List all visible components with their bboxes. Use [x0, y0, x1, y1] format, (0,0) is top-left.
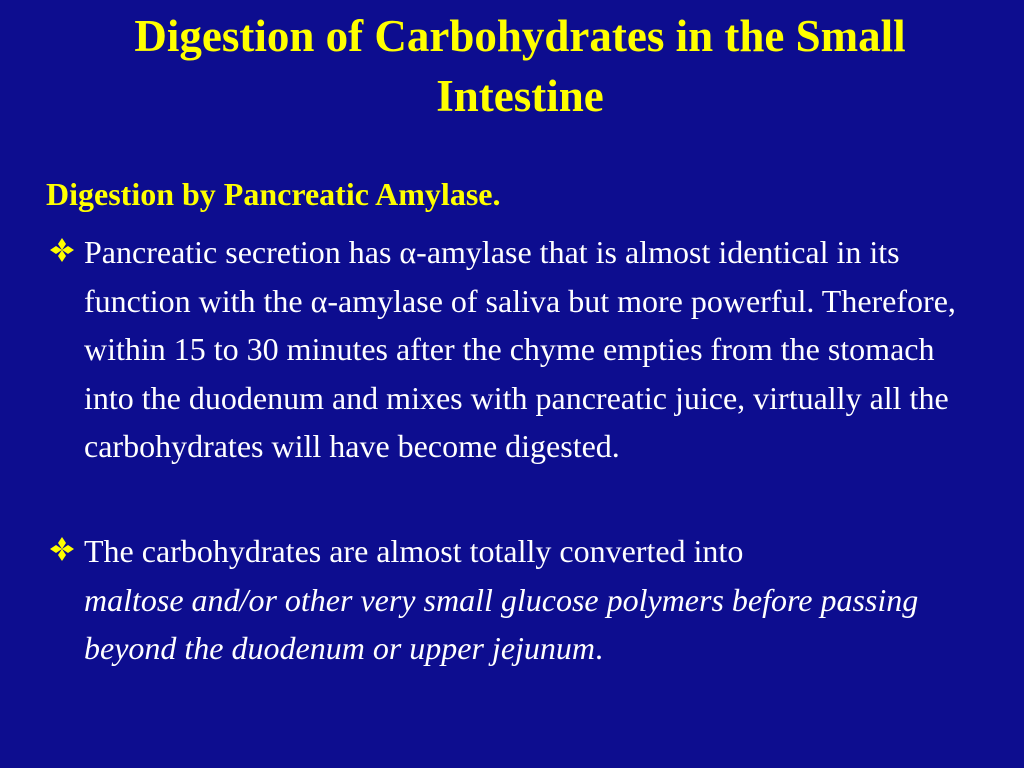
diamond-four-bullet-icon [46, 234, 78, 266]
bullet-text-plain: The carbohydrates are almost totally converted into [84, 533, 744, 569]
bullet-item [46, 228, 986, 471]
bullet-text-end: . [595, 630, 604, 666]
bullet-item [46, 527, 986, 673]
bullet-text-italic: maltose and/or other very small glucose polymers before passing beyond the duodenum or upper jejunum [84, 581, 919, 666]
bullet-text [84, 527, 986, 673]
bullet-text: Pancreatic secretion has α-amylase that is almost identical in its function with the α-amylase of saliva but more powerful. Therefore, within 15 to 30 minutes after the chyme empties from the stomach into the duodenum and mixes with pancreatic juice, virtually all the carbohydrates will have become digested. [84, 234, 956, 464]
diamond-four-bullet-icon [46, 533, 78, 565]
slide-title: Digestion of Carbohydrates in the Small Intestine [134, 11, 906, 121]
section-heading: Digestion by Pancreatic Amylase. [46, 176, 501, 212]
